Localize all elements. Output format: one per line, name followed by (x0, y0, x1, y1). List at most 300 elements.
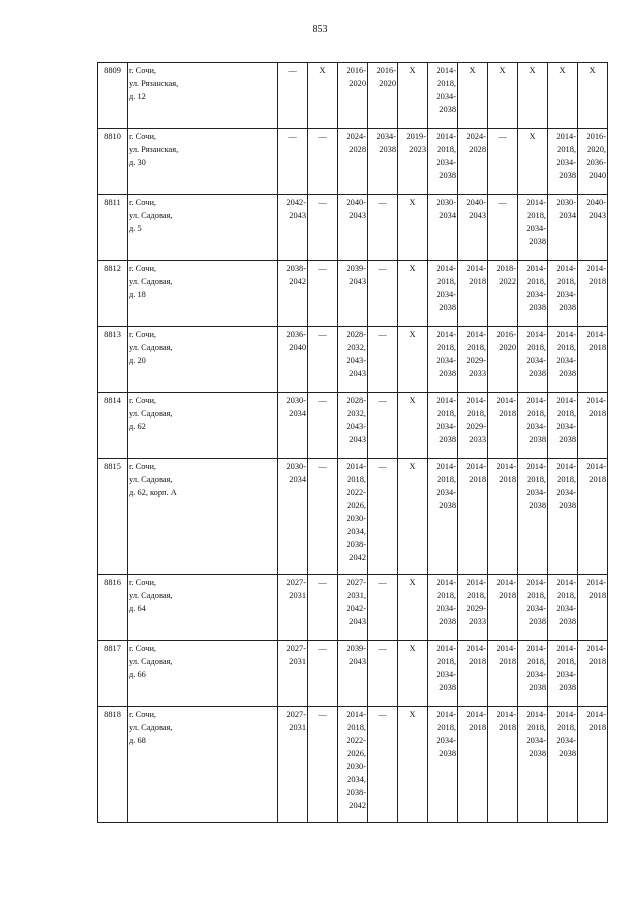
period-value: 2038 (439, 303, 456, 312)
period-value: 2014- (466, 396, 486, 405)
period-cell (338, 129, 368, 195)
period-value: Х (529, 132, 536, 141)
row-number: 8813 (98, 327, 128, 393)
period-value: 2043- (346, 422, 366, 431)
period-cell (488, 707, 518, 823)
period-value: 2040- (346, 198, 366, 207)
address-cell (128, 129, 278, 195)
period-value: 2018, (467, 591, 486, 600)
period-value: 2020 (349, 79, 366, 88)
address-line: г. Сочи, (129, 462, 157, 471)
period-value: 2029- (466, 422, 486, 431)
period-value: 2018 (589, 723, 606, 732)
period-value: 2018, (527, 277, 546, 286)
period-cell (518, 129, 548, 195)
period-value: 2043 (349, 369, 366, 378)
address-line: г. Сочи, (129, 710, 157, 719)
period-value: 2014- (586, 710, 606, 719)
period-value: 2036- (286, 330, 306, 339)
period-cell (458, 393, 488, 459)
period-value: Х (319, 66, 326, 75)
period-value: 2034 (289, 475, 306, 484)
period-value: Х (409, 330, 416, 339)
period-cell (278, 707, 308, 823)
period-cell (548, 393, 578, 459)
period-cell (548, 63, 578, 129)
period-value: 2014- (526, 578, 546, 587)
period-value: 2018 (469, 723, 486, 732)
period-cell (308, 63, 338, 129)
period-cell (368, 707, 398, 823)
period-value: Х (409, 66, 416, 75)
period-cell (458, 63, 488, 129)
period-cell (308, 575, 338, 641)
address-line: ул. Садовая, (129, 475, 173, 484)
address-line: ул. Садовая, (129, 591, 173, 600)
period-value: 2034, (347, 775, 366, 784)
period-value: 2038 (559, 369, 576, 378)
period-value: 2018, (437, 475, 456, 484)
period-value: 2030- (436, 198, 456, 207)
period-value: 2032, (347, 343, 366, 352)
period-cell (578, 707, 608, 823)
period-value: 2022- (346, 736, 366, 745)
period-value: 2038 (529, 501, 546, 510)
period-cell (278, 63, 308, 129)
address-line: ул. Садовая, (129, 409, 173, 418)
period-cell (338, 575, 368, 641)
period-cell (518, 195, 548, 261)
period-value: 2029- (466, 604, 486, 613)
period-cell (398, 459, 428, 575)
period-cell (548, 327, 578, 393)
period-value: 2038 (529, 237, 546, 246)
period-value: 2019- (406, 132, 426, 141)
period-value: 2018 (589, 475, 606, 484)
period-cell (308, 707, 338, 823)
period-value: 2014- (466, 462, 486, 471)
period-value: 2034- (436, 488, 456, 497)
period-cell (488, 261, 518, 327)
period-cell (338, 261, 368, 327)
period-value: 2014- (466, 264, 486, 273)
period-value: 2034- (436, 92, 456, 101)
period-value: 2028- (346, 330, 366, 339)
address-line: д. 64 (129, 604, 146, 613)
row-number: 8812 (98, 261, 128, 327)
period-value: 2034- (556, 604, 576, 613)
period-cell (548, 707, 578, 823)
period-value: 2038 (439, 617, 456, 626)
period-cell (308, 393, 338, 459)
period-value: Х (409, 578, 416, 587)
address-cell (128, 63, 278, 129)
period-cell (548, 575, 578, 641)
period-value: 2018 (499, 657, 516, 666)
period-value: 2038 (559, 501, 576, 510)
period-value: 2016- (586, 132, 606, 141)
period-value: 2026, (347, 749, 366, 758)
row-number: 8810 (98, 129, 128, 195)
period-cell (368, 393, 398, 459)
period-cell (578, 63, 608, 129)
period-value: 2038 (529, 683, 546, 692)
period-cell (458, 195, 488, 261)
period-value: 2018, (557, 723, 576, 732)
period-cell (548, 459, 578, 575)
table-row (98, 129, 608, 195)
row-number: 8809 (98, 63, 128, 129)
period-value: 2028 (349, 145, 366, 154)
period-value: 2018, (527, 657, 546, 666)
period-cell (278, 195, 308, 261)
table-row (98, 63, 608, 129)
address-line: д. 62, корп. А (129, 488, 177, 497)
period-value: 2018 (499, 409, 516, 418)
address-line: г. Сочи, (129, 264, 157, 273)
period-value: 2014- (346, 462, 366, 471)
period-cell (428, 261, 458, 327)
period-cell (308, 129, 338, 195)
period-value: 2030- (346, 514, 366, 523)
period-cell (518, 327, 548, 393)
period-cell (578, 327, 608, 393)
period-value: 2030- (286, 396, 306, 405)
period-value: 2032, (347, 409, 366, 418)
period-value: 2038 (559, 171, 576, 180)
address-line: ул. Садовая, (129, 211, 173, 220)
period-value: 2014- (586, 330, 606, 339)
period-value: 2034- (556, 158, 576, 167)
period-cell (458, 261, 488, 327)
table-row (98, 707, 608, 823)
period-value: 2018, (467, 343, 486, 352)
period-cell (278, 459, 308, 575)
period-cell (338, 327, 368, 393)
period-value: 2018, (527, 211, 546, 220)
period-value: 2031 (289, 723, 306, 732)
address-line: д. 68 (129, 736, 146, 745)
period-value: 2020 (499, 343, 516, 352)
period-value: 2018, (527, 723, 546, 732)
period-value: 2014- (526, 330, 546, 339)
period-value: 2018 (589, 591, 606, 600)
period-cell (368, 327, 398, 393)
period-value: 2018, (557, 409, 576, 418)
period-value: 2022 (499, 277, 516, 286)
period-value: Х (469, 66, 476, 75)
period-value: 2043 (349, 277, 366, 286)
period-value: 2014- (496, 578, 516, 587)
period-value: 2014- (526, 264, 546, 273)
period-value: 2034- (556, 356, 576, 365)
period-cell (428, 575, 458, 641)
address-line: д. 18 (129, 290, 146, 299)
period-value: 2040- (586, 198, 606, 207)
period-value: 2014- (436, 578, 456, 587)
period-value: 2018, (557, 145, 576, 154)
period-value: — (378, 644, 387, 653)
period-value: 2014- (436, 644, 456, 653)
period-value: 2018, (557, 475, 576, 484)
period-value: — (378, 710, 387, 719)
period-value: 2038 (439, 369, 456, 378)
period-value: 2018, (557, 343, 576, 352)
period-cell (278, 261, 308, 327)
period-value: 2039- (346, 644, 366, 653)
period-value: 2027- (346, 578, 366, 587)
period-value: 2034 (559, 211, 576, 220)
period-value: 2030- (286, 462, 306, 471)
period-value: 2043 (349, 617, 366, 626)
period-value: 2034- (556, 488, 576, 497)
period-cell (398, 195, 428, 261)
period-value: 2018, (527, 409, 546, 418)
period-value: 2034- (526, 604, 546, 613)
period-cell (518, 707, 548, 823)
period-value: 2014- (436, 396, 456, 405)
period-value: 2038 (559, 683, 576, 692)
table-row (98, 459, 608, 575)
table-row (98, 327, 608, 393)
address-line: г. Сочи, (129, 578, 157, 587)
period-value: 2018 (589, 657, 606, 666)
period-value: — (318, 710, 327, 719)
period-cell (518, 261, 548, 327)
address-line: ул. Рязанская, (129, 79, 179, 88)
period-value: Х (499, 66, 506, 75)
period-value: 2018, (347, 723, 366, 732)
address-line: д. 66 (129, 670, 146, 679)
period-value: 2014- (556, 710, 576, 719)
period-cell (458, 707, 488, 823)
period-value: 2014- (556, 396, 576, 405)
period-value: 2018 (589, 343, 606, 352)
period-value: 2043 (349, 211, 366, 220)
period-cell (458, 327, 488, 393)
address-line: г. Сочи, (129, 132, 157, 141)
period-value: 2018, (437, 343, 456, 352)
period-value: — (318, 462, 327, 471)
period-cell (578, 129, 608, 195)
table-body (98, 63, 608, 823)
period-cell (578, 195, 608, 261)
period-cell (488, 459, 518, 575)
period-value: 2014- (436, 132, 456, 141)
period-value: 2014- (466, 578, 486, 587)
period-value: 2016- (496, 330, 516, 339)
period-value: 2038 (439, 435, 456, 444)
period-cell (578, 261, 608, 327)
period-cell (518, 575, 548, 641)
period-cell (278, 129, 308, 195)
address-line: ул. Рязанская, (129, 145, 179, 154)
period-value: Х (589, 66, 596, 75)
period-value: — (318, 132, 327, 141)
period-cell (368, 63, 398, 129)
period-cell (368, 195, 398, 261)
period-value: 2014- (526, 644, 546, 653)
period-cell (398, 327, 428, 393)
period-value: — (498, 132, 507, 141)
period-value: 2043 (349, 435, 366, 444)
period-value: 2038 (529, 303, 546, 312)
period-value: 2014- (466, 710, 486, 719)
period-value: 2027- (286, 578, 306, 587)
address-cell (128, 195, 278, 261)
period-cell (518, 393, 548, 459)
period-cell (458, 575, 488, 641)
period-cell (488, 129, 518, 195)
period-value: 2016- (376, 66, 396, 75)
table-row (98, 261, 608, 327)
period-value: 2034- (556, 670, 576, 679)
period-value: 2034- (526, 736, 546, 745)
period-value: 2014- (526, 396, 546, 405)
period-value: 2033 (469, 435, 486, 444)
period-cell (338, 393, 368, 459)
period-value: 2018 (499, 723, 516, 732)
period-cell (278, 393, 308, 459)
period-cell (338, 195, 368, 261)
period-value: 2038 (439, 501, 456, 510)
period-cell (368, 575, 398, 641)
period-cell (458, 641, 488, 707)
period-cell (398, 641, 428, 707)
period-value: 2034 (289, 409, 306, 418)
period-cell (338, 459, 368, 575)
period-value: 2042 (349, 553, 366, 562)
address-line: ул. Садовая, (129, 277, 173, 286)
period-value: 2029- (466, 356, 486, 365)
period-value: 2034- (556, 736, 576, 745)
period-value: 2014- (436, 710, 456, 719)
period-cell (308, 195, 338, 261)
period-value: 2033 (469, 369, 486, 378)
period-cell (428, 327, 458, 393)
period-value: 2014- (526, 462, 546, 471)
period-value: 2038 (529, 369, 546, 378)
address-line: д. 62 (129, 422, 146, 431)
period-value: 2018, (437, 409, 456, 418)
period-cell (518, 641, 548, 707)
period-cell (398, 63, 428, 129)
period-value: — (318, 644, 327, 653)
period-value: 2034- (526, 488, 546, 497)
period-value: 2018, (527, 343, 546, 352)
address-cell (128, 641, 278, 707)
period-value: 2034- (436, 158, 456, 167)
period-value: 2038 (379, 145, 396, 154)
period-value: 2043 (349, 657, 366, 666)
period-value: 2034- (436, 736, 456, 745)
period-value: Х (559, 66, 566, 75)
period-cell (518, 63, 548, 129)
period-value: Х (409, 710, 416, 719)
period-value: — (378, 396, 387, 405)
period-value: 2036- (586, 158, 606, 167)
period-value: 2014- (466, 644, 486, 653)
period-value: 2022- (346, 488, 366, 497)
period-cell (278, 641, 308, 707)
period-value: 2034- (556, 290, 576, 299)
period-value: 2040 (289, 343, 306, 352)
period-value: 2034- (526, 670, 546, 679)
period-value: 2031, (347, 591, 366, 600)
period-value: 2040- (466, 198, 486, 207)
period-value: 2014- (526, 198, 546, 207)
period-cell (488, 575, 518, 641)
period-value: 2014- (586, 462, 606, 471)
period-cell (398, 129, 428, 195)
address-line: ул. Садовая, (129, 657, 173, 666)
period-value: 2020, (587, 145, 606, 154)
period-value: 2043 (289, 211, 306, 220)
period-cell (488, 393, 518, 459)
period-cell (338, 707, 368, 823)
period-value: 2031 (289, 591, 306, 600)
period-cell (398, 575, 428, 641)
period-value: — (498, 198, 507, 207)
period-value: 2028- (346, 396, 366, 405)
period-value: 2042 (349, 801, 366, 810)
period-value: 2034- (526, 224, 546, 233)
period-value: 2018, (437, 657, 456, 666)
period-value: — (378, 264, 387, 273)
address-cell (128, 261, 278, 327)
period-value: 2023 (409, 145, 426, 154)
period-value: 2014- (586, 396, 606, 405)
period-value: 2027- (286, 644, 306, 653)
period-value: Х (409, 264, 416, 273)
period-value: 2038 (529, 435, 546, 444)
period-value: 2014- (496, 644, 516, 653)
period-cell (428, 707, 458, 823)
row-number: 8818 (98, 707, 128, 823)
period-cell (338, 63, 368, 129)
period-value: 2018, (527, 475, 546, 484)
period-cell (518, 459, 548, 575)
period-value: 2038 (559, 749, 576, 758)
address-line: г. Сочи, (129, 644, 157, 653)
period-value: — (378, 198, 387, 207)
period-value: 2034- (436, 422, 456, 431)
period-value: 2026, (347, 501, 366, 510)
period-value: 2024- (466, 132, 486, 141)
table-row (98, 393, 608, 459)
period-value: — (378, 578, 387, 587)
period-value: Х (409, 462, 416, 471)
period-value: 2018, (437, 145, 456, 154)
period-value: — (378, 462, 387, 471)
period-value: 2034- (526, 290, 546, 299)
period-cell (368, 261, 398, 327)
period-cell (428, 459, 458, 575)
period-cell (488, 63, 518, 129)
period-value: 2014- (436, 330, 456, 339)
period-value: 2034- (526, 422, 546, 431)
period-value: 2018 (469, 277, 486, 286)
period-value: 2038- (346, 788, 366, 797)
period-value: 2018, (557, 657, 576, 666)
period-value: 2034- (526, 356, 546, 365)
period-value: 2042 (289, 277, 306, 286)
period-value: 2039- (346, 264, 366, 273)
period-value: 2020 (379, 79, 396, 88)
address-line: ул. Садовая, (129, 723, 173, 732)
period-value: 2043 (469, 211, 486, 220)
period-value: 2034- (436, 356, 456, 365)
